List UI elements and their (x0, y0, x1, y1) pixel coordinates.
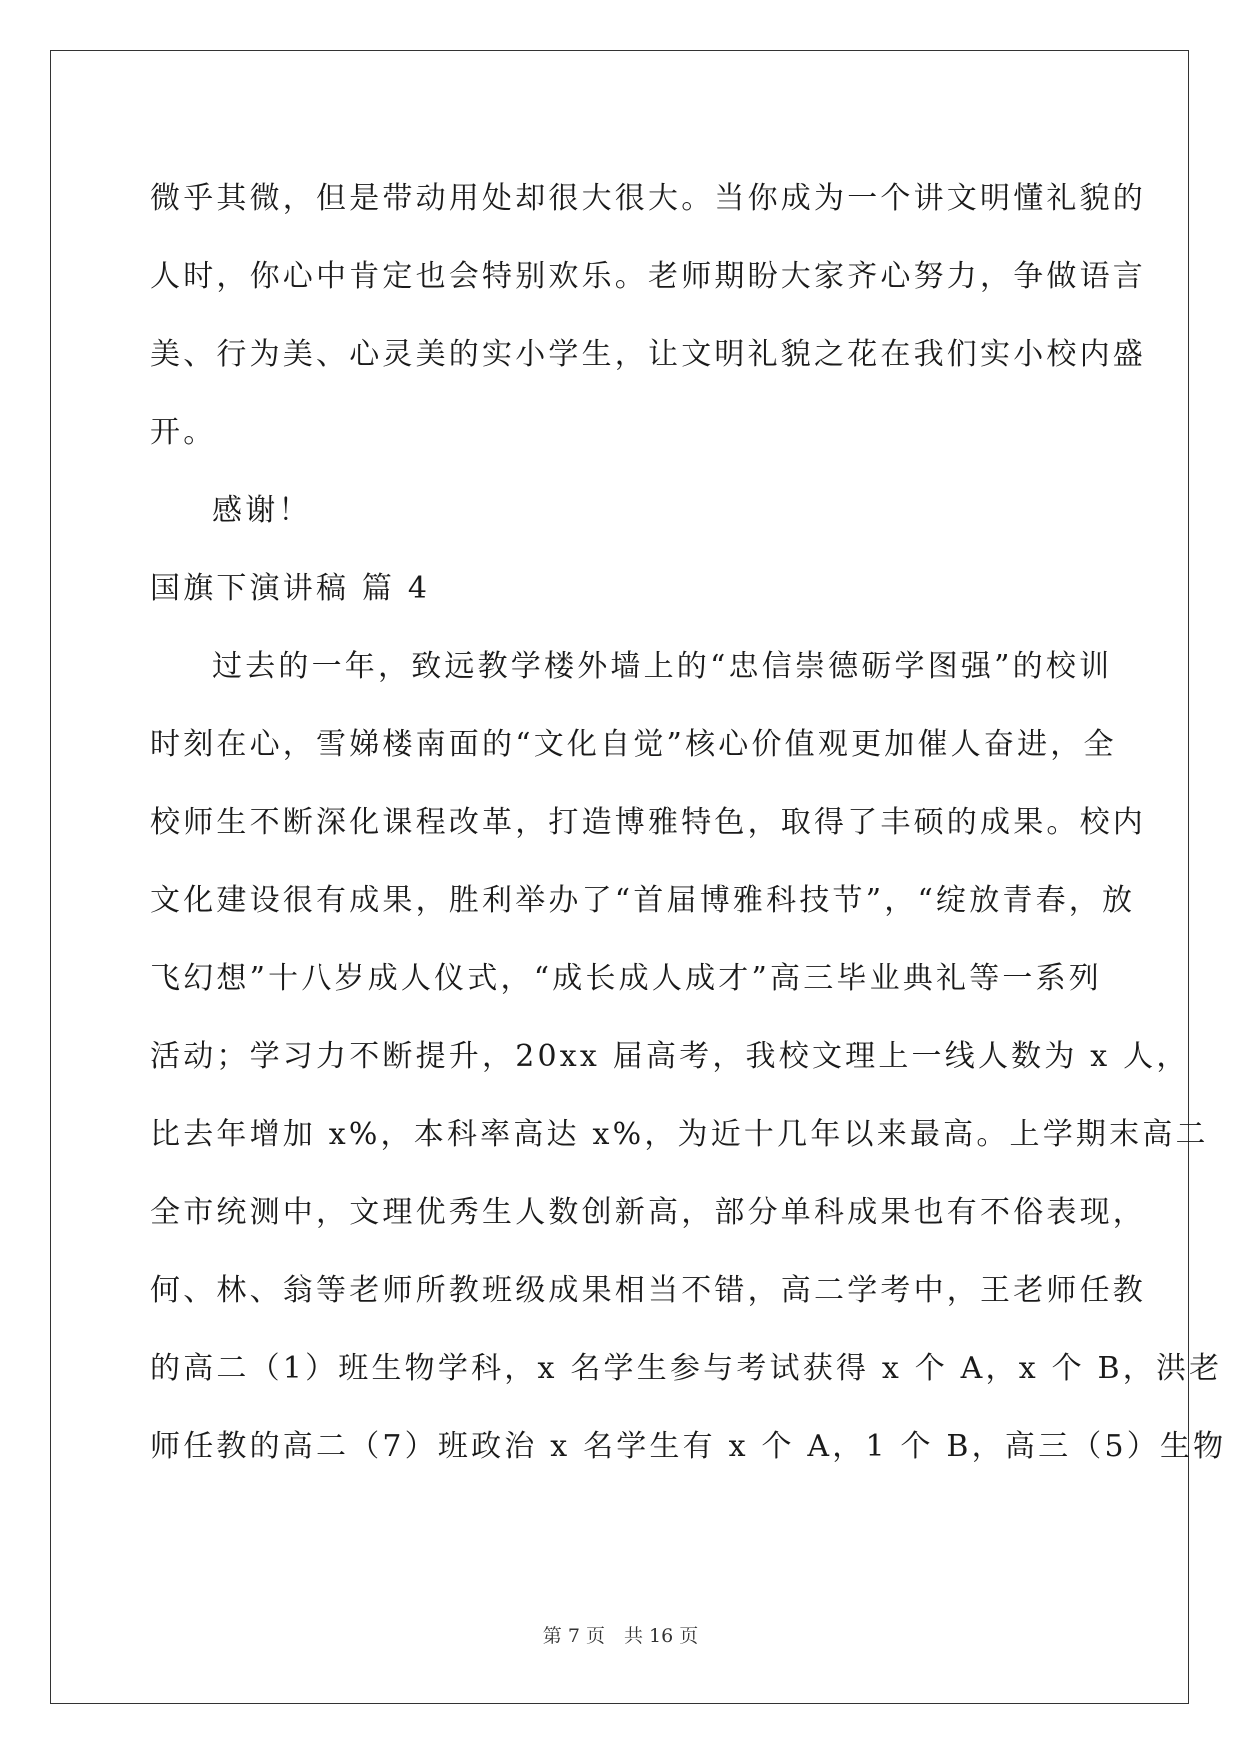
text-line: 飞幻想”十八岁成人仪式，“成长成人成才”高三毕业典礼等一系列 (150, 961, 1103, 996)
text-line: 的高二（1）班生物学科，x 名学生参与考试获得 x 个 A，x 个 B，洪老 (150, 1351, 1223, 1386)
text-line: 何、林、翁等老师所教班级成果相当不错，高二学考中，王老师任教 (150, 1273, 1146, 1308)
text-line: 微乎其微，但是带动用处却很大很大。当你成为一个讲文明懂礼貌的 (150, 181, 1146, 216)
text-line: 时刻在心，雪娣楼南面的“文化自觉”核心价值观更加催人奋进，全 (150, 727, 1117, 762)
text-line: 活动；学习力不断提升，20xx 届高考，我校文理上一线人数为 x 人， (150, 1039, 1190, 1074)
text-line: 过去的一年，致远教学楼外墙上的“忠信崇德砺学图强”的校训 (212, 649, 1113, 684)
text-line: 开。 (150, 415, 217, 450)
text-line: 人时，你心中肯定也会特别欢乐。老师期盼大家齐心努力，争做语言 (150, 259, 1146, 294)
thanks-line: 感谢！ (212, 493, 312, 528)
document-body (150, 160, 1227, 1486)
paragraph-1 (150, 160, 1146, 472)
text-line: 校师生不断深化课程改革，打造博雅特色，取得了丰硕的成果。校内 (150, 805, 1146, 840)
section-title: 国旗下演讲稿 篇 4 (150, 571, 431, 606)
text-line: 比去年增加 x%，本科率高达 x%，为近十几年以来最高。上学期末高二 (150, 1117, 1209, 1152)
text-line: 师任教的高二（7）班政治 x 名学生有 x 个 A，1 个 B，高三（5）生物 (150, 1429, 1227, 1464)
page-number: 第 7 页 共 16 页 (542, 1625, 699, 1647)
text-line: 全市统测中，文理优秀生人数创新高，部分单科成果也有不俗表现， (150, 1195, 1146, 1230)
text-line: 文化建设很有成果，胜利举办了“首届博雅科技节”，“绽放青春，放 (150, 883, 1136, 918)
text-line: 美、行为美、心灵美的实小学生，让文明礼貌之花在我们实小校内盛 (150, 337, 1146, 372)
paragraph-2 (150, 628, 1227, 1486)
